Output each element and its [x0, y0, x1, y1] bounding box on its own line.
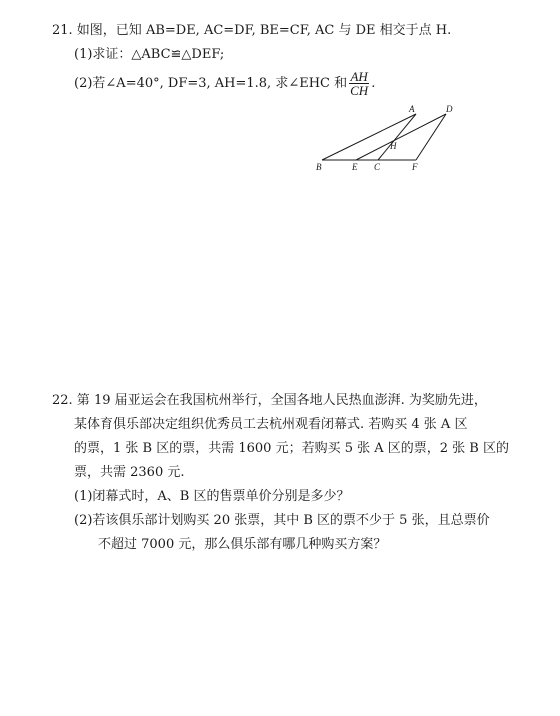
q22-part2-line2: 不超过 7000 元，那么俱乐部有哪几种购买方案？: [98, 537, 387, 552]
q22-part2-line1: (2)若该俱乐部计划购买 20 张票，其中 B 区的票不少于 5 张，且总票价: [74, 513, 490, 528]
fraction-numerator: AH: [350, 69, 368, 84]
q21-part2-text: (2)若∠A=40°, DF=3, AH=1.8, 求∠EHC 和: [74, 76, 348, 91]
point-label-c: C: [374, 162, 381, 172]
q21-part2-suffix: .: [371, 76, 376, 91]
q21-stem: 21. 如图，已知 AB=DE, AC=DF, BE=CF, AC 与 DE 相交于点 H.: [52, 23, 452, 38]
point-label-f: F: [412, 162, 418, 172]
q21-geometry-figure: [312, 104, 462, 174]
point-label-b: B: [316, 162, 322, 172]
q22-line4: 票，共需 2360 元.: [74, 465, 185, 480]
segment-df: [416, 114, 446, 160]
point-label-e: E: [352, 162, 358, 172]
q22-part1: (1)闭幕式时，A、B 区的售票单价分别是多少？: [74, 489, 350, 504]
fraction-denominator: CH: [350, 83, 369, 98]
point-label-h: H: [390, 141, 397, 151]
point-label-a: A: [409, 104, 415, 114]
segment-ac: [378, 114, 416, 160]
q21-part2: [74, 70, 375, 97]
q21-part2-fraction: [349, 70, 369, 97]
q21-part1: (1)求证：△ABC≌△DEF;: [74, 47, 225, 62]
q22-line3: 的票，1 张 B 区的票，共需 1600 元；若购买 5 张 A 区的票，2 张 B 区的: [74, 441, 509, 456]
q22-line2: 某体育俱乐部决定组织优秀员工去杭州观看闭幕式. 若购买 4 张 A 区: [74, 417, 468, 432]
q22-line1: 22. 第 19 届亚运会在我国杭州举行，全国各地人民热血澎湃. 为奖励先进，: [52, 393, 487, 408]
point-label-d: D: [446, 104, 453, 114]
